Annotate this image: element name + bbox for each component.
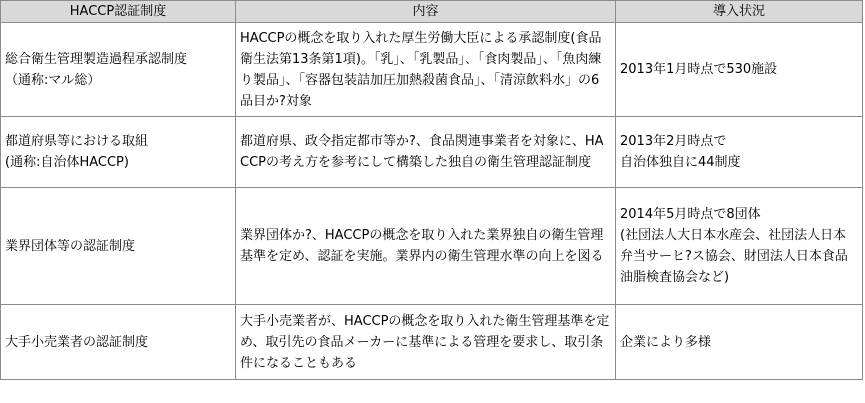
table-row xyxy=(1,23,863,117)
cell-status[interactable]: 企業により多様 xyxy=(616,305,863,380)
header-cell-content[interactable]: 内容 xyxy=(236,1,616,23)
cell-content[interactable]: 業界団体か?、HACCPの概念を取り入れた業界独自の衛生管理基準を定め、認証を実施。業界内の衛生管理水準の向上を図る xyxy=(236,188,616,305)
table-row xyxy=(1,117,863,188)
table-row xyxy=(1,305,863,380)
header-cell-system[interactable]: HACCP認証制度 xyxy=(1,1,236,23)
cell-system[interactable]: 総合衛生管理製造過程承認制度 （通称:マル総） xyxy=(1,23,236,117)
header-cell-status[interactable]: 導入状況 xyxy=(616,1,863,23)
cell-status[interactable]: 2014年5月時点で8団体 (社団法人大日本水産会、社団法人日本弁当サーヒ?ス協会、財団法人日本食品油脂検査協会など) xyxy=(616,188,863,305)
cell-system[interactable]: 都道府県等における取組 (通称:自治体HACCP) xyxy=(1,117,236,188)
cell-system[interactable]: 業界団体等の認証制度 xyxy=(1,188,236,305)
cell-status[interactable]: 2013年2月時点で 自治体独自に44制度 xyxy=(616,117,863,188)
header-row xyxy=(1,1,863,23)
table-row xyxy=(1,188,863,305)
cell-status[interactable]: 2013年1月時点で530施設 xyxy=(616,23,863,117)
cell-content[interactable]: 大手小売業者が、HACCPの概念を取り入れた衛生管理基準を定め、取引先の食品メーカーに基準による管理を要求し、取引条件になることもある xyxy=(236,305,616,380)
cell-system[interactable]: 大手小売業者の認証制度 xyxy=(1,305,236,380)
cell-content[interactable]: 都道府県、政令指定都市等か?、食品関連事業者を対象に、HACCPの考え方を参考にして構築した独自の衛生管理認証制度 xyxy=(236,117,616,188)
cell-content[interactable]: HACCPの概念を取り入れた厚生労働大臣による承認制度(食品衛生法第13条第1項)。「乳」、「乳製品」、「食肉製品」、「魚肉練り製品」、「容器包装詰加圧加熱殺菌食品」、「清涼飲料水」の6品目か?対象 xyxy=(236,23,616,117)
